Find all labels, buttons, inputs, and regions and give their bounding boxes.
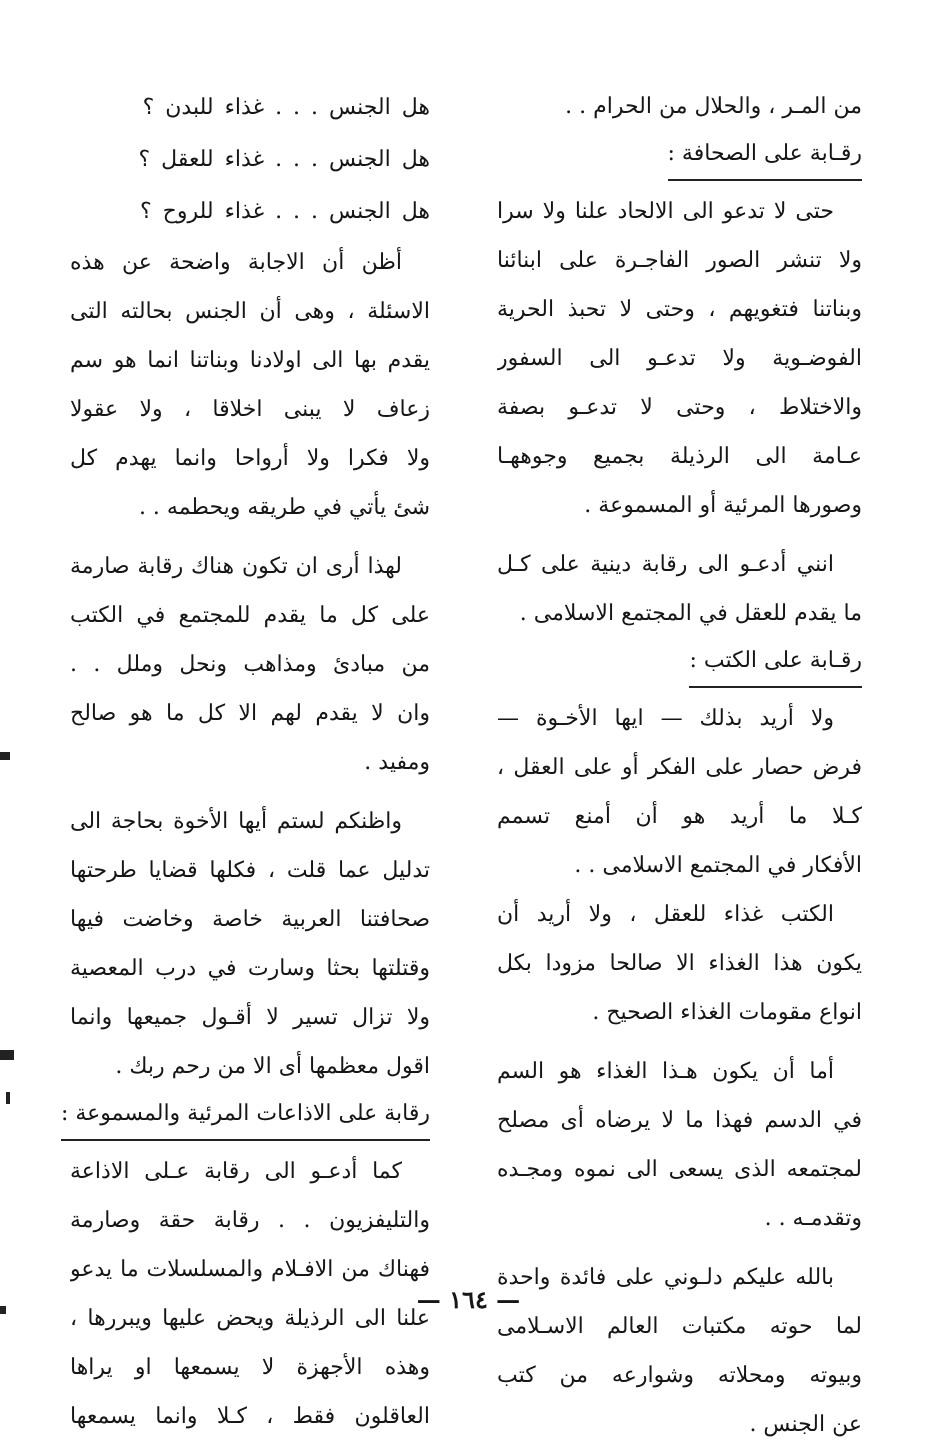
paragraph-books-2 [497, 890, 862, 1037]
left-column [60, 82, 430, 1441]
text-line: والتليفزيون . . رقابة حقة وصارمة [70, 1208, 430, 1233]
text-line: لمجتمعه الذى يسعى الى نموه ومجـده [497, 1157, 862, 1182]
text-line: حتى لا تدعو الى الالحاد علنا ولا سرا [497, 199, 834, 224]
text-line: اقول معظمها أى الا من رحم ربك . [115, 1054, 430, 1079]
text-line: الاسئلة ، وهى أن الجنس بحالته التى [70, 299, 430, 324]
text-line: تدليل عما قلت ، فكلها قضايا طرحتها [70, 858, 430, 883]
paragraph-poison [497, 1047, 862, 1243]
text-line: وان لا يقدم لهم الا كل ما هو صالح [70, 701, 430, 726]
text-line: وقتلتها بحثا وسارت في درب المعصية [70, 956, 430, 981]
question-line: هل الجنس . . . غذاء للعقل ؟ [138, 147, 430, 172]
paragraph-strict [70, 542, 430, 787]
text-line: في الدسم فهذا ما لا يرضاه أى مصلح [497, 1108, 862, 1133]
heading-broadcast: رقابة على الاذاعات المرئية والمسموعة : [61, 1091, 430, 1141]
paragraph-press [497, 187, 862, 530]
text-line: الفوضـوية ولا تدعـو الى السفور [497, 346, 862, 371]
text-line: يقدم بها الى اولادنا وبناتنا انما هو سم [70, 348, 430, 373]
text-line: من المـر ، والحلال من الحرام . . [565, 94, 862, 119]
paragraph-brothers [70, 797, 430, 1091]
text-line: لهذا أرى ان تكون هناك رقابة صارمة [70, 554, 402, 579]
paragraph-benefit [497, 1253, 862, 1449]
text-line: وهذه الأجهزة لا يسمعها او يراها [70, 1355, 430, 1380]
text-line: عن الجنس . [749, 1412, 862, 1437]
text-line: ولا أريد بذلك — ايها الأخـوة — [497, 706, 834, 731]
right-column [497, 82, 862, 1449]
text-line: وصورها المرئية أو المسموعة . [584, 493, 862, 518]
text-line: فرض حصار على الفكر أو على العقل ، [497, 755, 862, 780]
text-line: العاقلون فقط ، كـلا وانما يسمعها [70, 1404, 430, 1429]
text-line: وبناتنا فتغويهم ، وحتى لا تحبذ الحرية [497, 297, 862, 322]
question-line: هل الجنس . . . غذاء للروح ؟ [139, 199, 430, 224]
question-line: هل الجنس . . . غذاء للبدن ؟ [142, 95, 430, 120]
scan-mark [0, 752, 10, 760]
questions-block [70, 82, 430, 238]
text-line: أظن أن الاجابة واضحة عن هذه [70, 250, 402, 275]
text-line: انني أدعـو الى رقابة دينية على كـل [497, 552, 834, 577]
text-line: صحافتنا العربية خاصة وخاضت فيها [70, 907, 430, 932]
text-line: لما حوته مكتبات العالم الاسـلامى [497, 1314, 862, 1339]
text-line: كما أدعـو الى رقابة عـلى الاذاعة [70, 1159, 402, 1184]
text-line: واظنكم لستم أيها الأخوة بحاجة الى [70, 809, 402, 834]
scan-mark [0, 1050, 14, 1060]
text-line: عـامة الى الرذيلة بجميع وجوههـا [497, 444, 862, 469]
text-line: من مبادئ ومذاهب ونحل وملل . . [70, 652, 430, 677]
text-line: أما أن يكون هـذا الغذاء هو السم [497, 1059, 834, 1084]
text-line: ما يقدم للعقل في المجتمع الاسلامى . [519, 601, 862, 626]
text-line: ولا فكرا ولا أرواحا وانما يهدم كل [70, 446, 430, 471]
scan-mark [6, 1092, 10, 1104]
text-line: وبيوته ومحلاته وشوارعه من كتب [497, 1363, 862, 1388]
text-line: على كل ما يقدم للمجتمع في الكتب [70, 603, 430, 628]
text-line: الأفكار في المجتمع الاسلامى . . [574, 853, 862, 878]
section-heading-broadcast [60, 1091, 430, 1147]
text-line: فهناك من الافـلام والمسلسلات ما يدعو [70, 1257, 430, 1282]
paragraph-books-1 [497, 694, 862, 890]
text-line: وتقدمـه . . [764, 1206, 862, 1231]
text-line: يكون هذا الغذاء الا صالحا مزودا بكل [497, 951, 862, 976]
text-line: كـلا ما أريد هو أن أمنع تسمم [497, 804, 862, 829]
text-line: ولا تنشر الصور الفاجـرة على ابنائنا [497, 248, 862, 273]
text-line: الكتب غذاء للعقل ، ولا أريد أن [497, 902, 834, 927]
paragraph-religious [497, 540, 862, 638]
heading-books: رقـابة على الكتب : [689, 638, 862, 688]
section-heading-books [497, 638, 862, 694]
text-line: ولا تزال تسير لا أقـول جميعها وانما [70, 1005, 430, 1030]
section-heading-press [497, 131, 862, 187]
text-line: والاختلاط ، وحتى لا تدعـو بصفة [497, 395, 862, 420]
text-line: شئ يأتي في طريقه ويحطمه . . [138, 495, 430, 520]
text-line: بالله عليكم دلـوني على فائدة واحدة [497, 1265, 834, 1290]
text-line: علنا الى الرذيلة ويحض عليها ويبررها ، [70, 1306, 430, 1331]
page-number: — ١٦٤ — [416, 1285, 521, 1314]
text-line: ومفيد . [364, 750, 430, 775]
paragraph-answer [70, 238, 430, 532]
text-line: انواع مقومات الغذاء الصحيح . [592, 1000, 862, 1025]
text-line: زعاف لا يبنى اخلاقا ، ولا عقولا [70, 397, 430, 422]
scan-mark [0, 1306, 6, 1314]
heading-press: رقـابة على الصحافة : [668, 131, 862, 181]
